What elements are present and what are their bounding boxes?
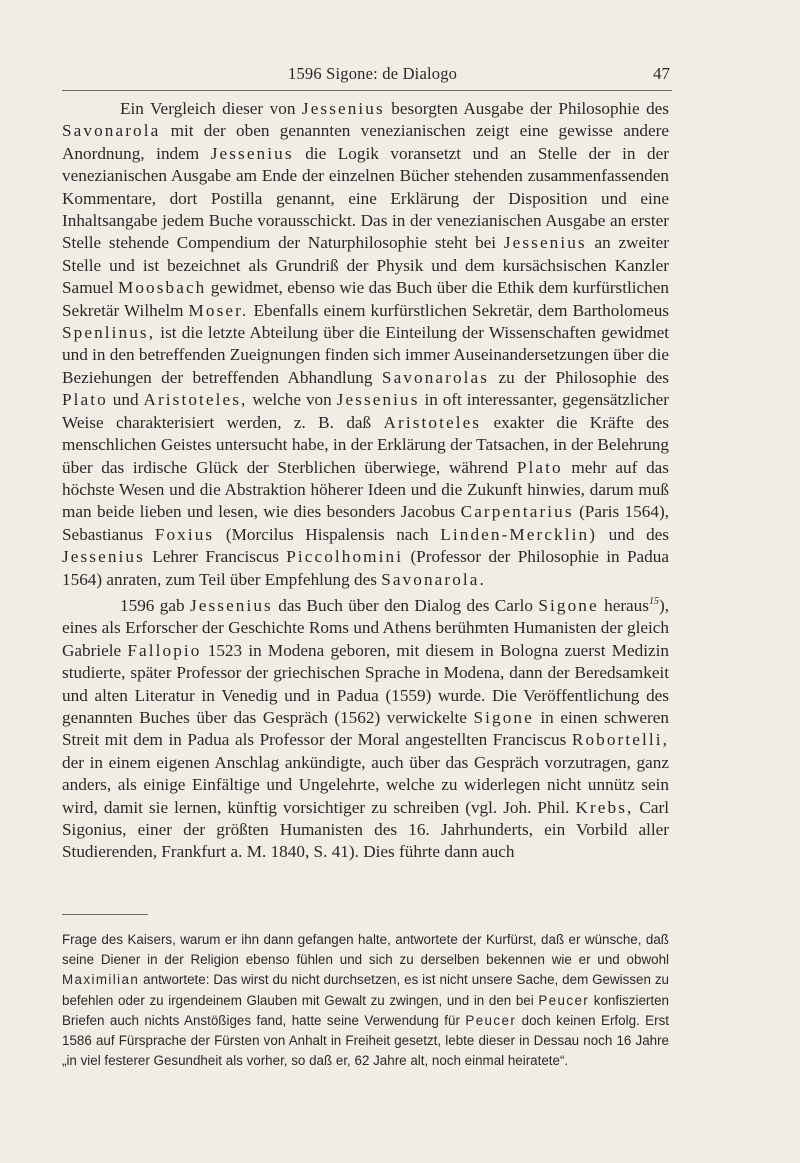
spaced-name: Robortelli, xyxy=(571,730,669,750)
footnote-reference[interactable]: 15 xyxy=(648,595,659,607)
spaced-name: Sigone xyxy=(473,707,534,727)
spaced-name: Jessenius xyxy=(301,99,385,118)
spaced-name: Moser. xyxy=(188,300,249,320)
spaced-name: Jessenius xyxy=(62,547,145,567)
spaced-name: Piccolhomini xyxy=(286,547,404,567)
page-number: 47 xyxy=(653,64,670,83)
spaced-name: Linden-Mercklin) xyxy=(440,524,598,544)
spaced-name: Plato xyxy=(516,457,563,477)
paragraph-sigone-dialog: 1596 gab Jessenius das Buch über den Dialog des Carlo Sigone heraus$^{15}$), eines als Erforscher der Geschichte Roms und Athens berühmten Humanisten der gleich Gabriele Fallopio 1523 in Modena geboren, mit diesem in Bologna zuerst Medizin studierte, später Professor der griechischen Sprache in Modena, dann der Beredsamkeit und alten Literatur in Venedig und in Padua (1559) wurde. Die Veröffentlichung des genannten Buches über das Gespräch (1562) verwickelte Sigone in einen schweren Streit mit dem in Padua als Professor der Moral angestellten Franciscus Robortelli, der in einem eigenen Anschlag ankündigte, auch über das Gespräch vorzutragen, ganz anders, als einige Einfältige und Ungelehrte, welche zu widerlegen nicht unnütz sein wird, damit sie lernen, künftig vorsichtiger zu schreiben (vgl. Joh. Phil. Krebs, Carl Sigonius, einer der größten Humanisten des 16. Jahrhunderts, ein Vorbild aller Studierenden, Frankfurt a. M. 1840, S. 41). Dies führte dann auch xyxy=(62,595,669,862)
spaced-name: Moosbach xyxy=(117,278,207,298)
spaced-name: Aristoteles xyxy=(383,412,482,432)
spaced-name: Jessenius xyxy=(336,390,420,410)
spaced-name: Jessenius xyxy=(189,595,273,615)
spaced-name: Foxius xyxy=(154,524,215,544)
spaced-name: Savonarola. xyxy=(381,569,486,589)
paragraph-savonarola-edition: Ein Vergleich dieser von Jessenius besorgten Ausgabe der Philosophie des Savonarola mit der oben genannten venezianischen zeigt eine gewisse andere Anordnung, indem Jessenius die Logik voransetzt und an Stelle der in der venezianischen Ausgabe am Ende der einzelnen Bücher stehenden zusammenfassenden Kommentare, dort Postilla genannt, eine Erklärung der Disposition und eine Inhaltsangabe jedem Buche vorausschickt. Das in der venezianischen Ausgabe an erster Stelle stehende Compendium der Naturphilosophie steht bei Jessenius an zweiter Stelle und ist bezeichnet als Grundriß der Physik und dem kursächsischen Kanzler Samuel Moosbach gewidmet, ebenso wie das Buch über die Ethik dem kurfürstlichen Sekretär Wilhelm Moser. Ebenfalls einem kurfürstlichen Sekretär, dem Bartholomeus Spenlinus, ist die letzte Abteilung über die Einteilung der Wissenschaften gewidmet und in den betreffenden Zueignungen finden sich immer Auseinandersetzungen über die Beziehungen der betreffenden Abhandlung Savonarolas zu der Philosophie des Plato und Aristoteles, welche von Jessenius in oft interessanter, gegensätzlicher Weise charakterisiert werden, z. B. daß Aristoteles exakter die Kräfte des menschlichen Geistes untersucht habe, in der Erklärung der Tatsachen, in der Belehrung über das irdische Glück der Sterblichen überwiege, während Plato mehr auf das höchste Wesen und die Abstraktion höherer Ideen und die Zukunft hinwies, darum muß man beide lieben und lesen, wie dies besonders Jacobus Carpentarius (Paris 1564), Sebastianus Foxius (Morcilus Hispalensis nach Linden-Mercklin) und des Jessenius Lehrer Franciscus Piccolhomini (Professor der Philosophie in Padua 1564) anraten, zum Teil über Empfehlung des Savonarola. xyxy=(62,99,670,589)
spaced-name: Peucer xyxy=(465,1012,517,1028)
footnote-text: Frage des Kaisers, warum er ihn dann gefangen halte, antwortete der Kurfürst, daß er wünsche, daß seine Diener in der Religion ebenso fühlen und sich zu derselben bekennen wie er und obwohl Maximilian antwortete: Das wirst du nicht durchsetzen, es ist nicht unsere Sache, dem Gewissen zu befehlen oder zu irgendeinem Glauben mit Gewalt zu zwingen, und in den bei Peucer konfiszierten Briefen auch nichts Anstößiges fand, hatte seine Verwendung für Peucer doch keinen Erfolg. Erst 1586 auf Fürsprache der Fürsten von Anhalt in Freiheit gesetzt, lebte dieser in Dessau noch 16 Jahre „in viel festerer Gesundheit als vorher, so daß er, 62 Jahre alt, noch einmal heiratete“. xyxy=(62,932,669,1069)
spaced-name: Peucer xyxy=(538,992,590,1008)
spaced-name: Carpentarius xyxy=(460,502,574,522)
spaced-name: Plato xyxy=(62,390,108,410)
main-text xyxy=(62,98,669,864)
spaced-name: Spenlinus, xyxy=(62,323,156,343)
spaced-name: Savonarola xyxy=(62,121,161,141)
spaced-name: Savonarolas xyxy=(381,367,490,387)
spaced-name: Aristoteles, xyxy=(143,390,248,410)
spaced-name: Maximilian xyxy=(62,972,140,988)
spaced-name: Sigone xyxy=(538,595,599,615)
spaced-name: Jessenius xyxy=(503,233,587,253)
footnote-divider xyxy=(62,914,148,915)
spaced-name: Krebs, xyxy=(575,797,634,817)
spaced-name: Fallopio xyxy=(127,640,202,660)
running-title: 1596 Sigone: de Dialogo xyxy=(288,64,458,83)
running-header xyxy=(62,62,672,91)
spaced-name: Jessenius xyxy=(210,143,294,163)
